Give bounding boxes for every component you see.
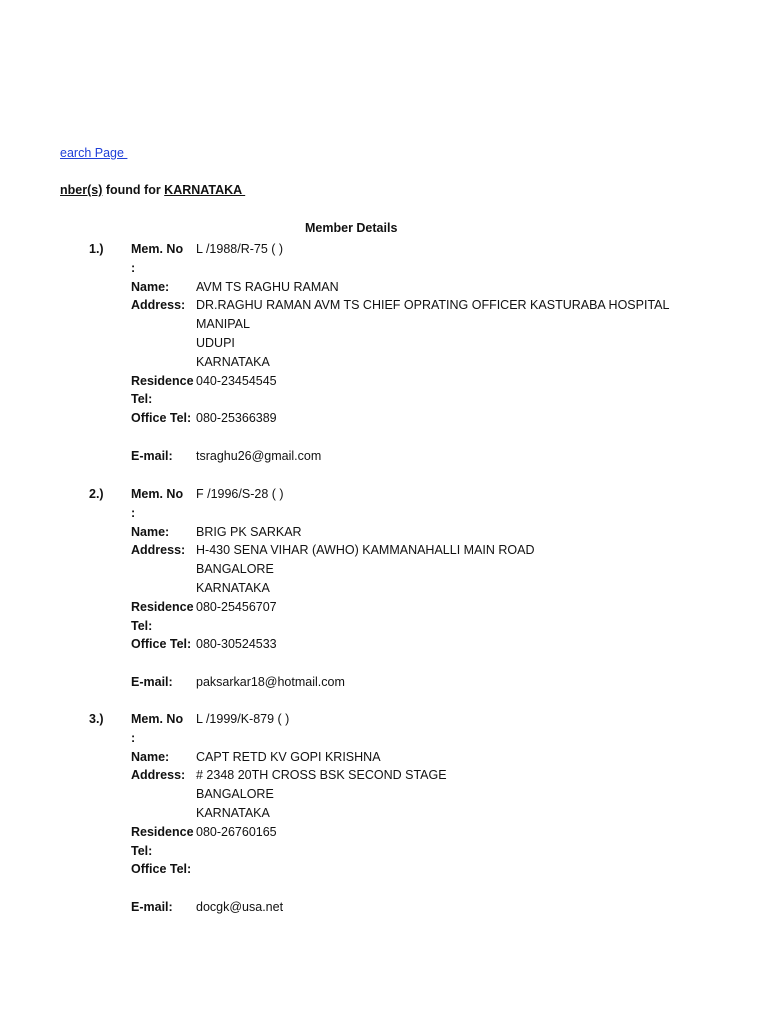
residence-tel-label: Residence [131, 599, 194, 614]
mem-no-label: Mem. No [131, 242, 184, 256]
member-index: 2.) [89, 487, 104, 501]
residence-tel-label-cont-label: Tel: [131, 392, 153, 407]
address-line-value: UDUPI [196, 336, 235, 350]
member-details-title: Member Details [305, 221, 398, 235]
address-line-value: KARNATAKA [196, 581, 270, 595]
member-index: 3.) [89, 712, 104, 726]
mem-no-label: Mem. No [131, 487, 184, 501]
email-label: E-mail: [131, 675, 173, 689]
mem-no-label: Mem. No [131, 712, 184, 726]
address-line-value: H-430 SENA VIHAR (AWHO) KAMMANAHALLI MAIN ROAD [196, 543, 535, 558]
name-label: Name: [131, 279, 170, 294]
name-value: CAPT RETD KV GOPI KRISHNA [196, 749, 381, 764]
mem-no-value: F /1996/S-28 ( ) [196, 487, 284, 501]
email-label: E-mail: [131, 448, 173, 463]
address-line-value: BANGALORE [196, 562, 274, 577]
members-found-summary [60, 183, 245, 197]
address-line-value: KARNATAKA [196, 354, 270, 369]
member-index: 1.) [89, 242, 104, 256]
search-page-link[interactable]: earch Page [60, 146, 128, 160]
mem-no-value: L /1988/R-75 ( ) [196, 242, 284, 256]
email-value: docgk@usa.net [196, 900, 284, 914]
office-tel-value: 080-30524533 [196, 637, 277, 652]
residence-tel-value: 080-26760165 [196, 824, 277, 839]
residence-tel-label: Residence [131, 373, 194, 388]
address-line-value: # 2348 20TH CROSS BSK SECOND STAGE [196, 768, 447, 783]
mem-no-colon-label: : [131, 730, 136, 745]
mem-no-colon-label: : [131, 260, 136, 275]
address-line-label: Address: [131, 298, 186, 313]
residence-tel-value: 040-23454545 [196, 373, 277, 388]
email-value: paksarkar18@hotmail.com [196, 675, 345, 689]
mem-no-value: L /1999/K-879 ( ) [196, 712, 290, 726]
office-tel-label: Office Tel: [131, 862, 192, 877]
address-line-value: MANIPAL [196, 317, 250, 332]
office-tel-label: Office Tel: [131, 411, 192, 426]
email-label: E-mail: [131, 900, 173, 914]
residence-tel-label: Residence [131, 824, 194, 839]
office-tel-label: Office Tel: [131, 637, 192, 652]
office-tel-value: 080-25366389 [196, 411, 277, 426]
name-value: BRIG PK SARKAR [196, 524, 302, 539]
name-value: AVM TS RAGHU RAMAN [196, 279, 339, 294]
name-label: Name: [131, 749, 170, 764]
residence-tel-value: 080-25456707 [196, 599, 277, 614]
address-line-value: BANGALORE [196, 787, 274, 802]
address-line-value: KARNATAKA [196, 806, 270, 820]
name-label: Name: [131, 524, 170, 539]
address-line-label: Address: [131, 768, 186, 783]
found-count-label: nber(s) [60, 183, 103, 197]
state-name: KARNATAKA [164, 183, 246, 197]
address-line-label: Address: [131, 543, 186, 558]
address-line-value: DR.RAGHU RAMAN AVM TS CHIEF OPRATING OFFICER KASTURABA HOSPITAL [196, 298, 670, 313]
residence-tel-label-cont-label: Tel: [131, 843, 153, 858]
email-value: tsraghu26@gmail.com [196, 448, 322, 463]
residence-tel-label-cont-label: Tel: [131, 618, 153, 633]
mem-no-colon-label: : [131, 505, 136, 520]
found-for-text: found for [102, 183, 165, 197]
